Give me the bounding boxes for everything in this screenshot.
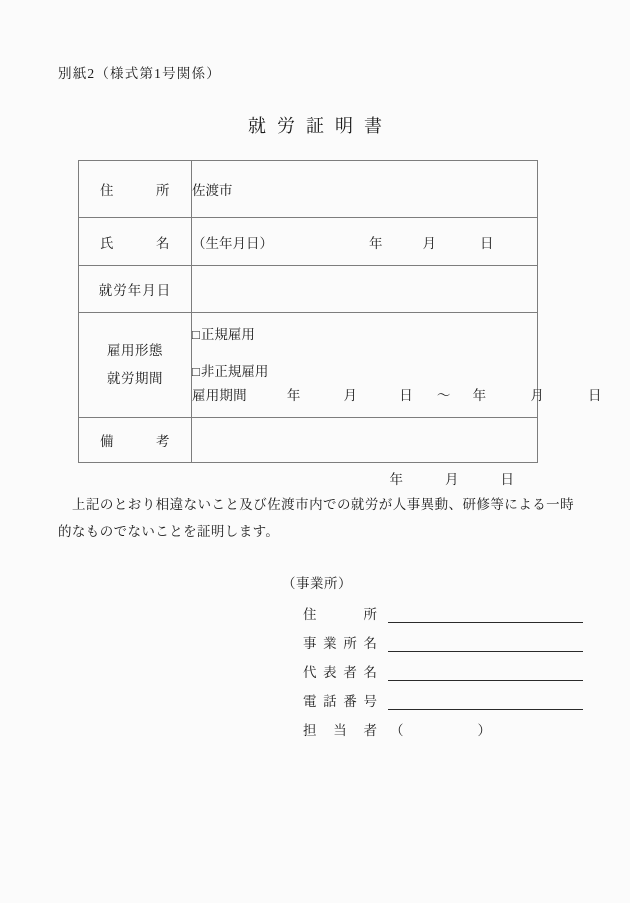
row-value-employment-start-date[interactable]: [192, 266, 538, 313]
row-label-employment-type: [79, 313, 192, 418]
birth-date-month: 月: [422, 235, 436, 251]
birth-date-day: 日: [480, 235, 494, 251]
issue-date-month: 月: [445, 472, 459, 487]
employment-period-end-day: 日: [588, 387, 602, 403]
signature-field-contact-person: [282, 719, 583, 739]
table-row-name: [79, 218, 538, 266]
certification-statement: 上記のとおり相違ないこと及び佐渡市内での就労が人事異動、研修等による一時的なものでないことを証明します。: [58, 497, 574, 539]
employment-period-start-month: 月: [343, 387, 358, 403]
birth-date-line: [192, 236, 494, 251]
signature-label-address: 住 所: [303, 607, 377, 622]
signature-input-contact-person[interactable]: [390, 719, 491, 739]
row-label-remarks: [79, 418, 192, 463]
checkbox-nonregular-employment-label: 非正規雇用: [200, 364, 269, 380]
checkbox-regular-employment[interactable]: [192, 328, 537, 342]
signature-input-address[interactable]: [388, 607, 583, 623]
row-label-name: [79, 218, 192, 266]
employment-period-start-day: 日: [399, 387, 413, 403]
row-value-remarks[interactable]: [192, 418, 538, 463]
issue-date-year: 年: [389, 472, 403, 487]
employment-period-start-year: 年: [286, 387, 301, 403]
row-label-address: [79, 161, 192, 218]
row-label-address-text: 住 所: [100, 183, 170, 198]
checkbox-regular-employment-label: 正規雇用: [200, 326, 255, 342]
signature-heading: （事業所）: [282, 576, 352, 591]
signature-label-phone: 電話番号: [303, 694, 377, 709]
signature-input-phone[interactable]: [388, 694, 583, 710]
birth-date-label: （生年月日）: [192, 235, 273, 251]
table-row-address: [79, 161, 538, 218]
signature-field-office-name: [282, 632, 583, 652]
row-label-employment-type-line1: 雇用形態: [107, 343, 163, 359]
paren-open: （: [390, 723, 404, 738]
row-value-name[interactable]: [192, 218, 538, 266]
birth-date-year: 年: [369, 235, 383, 251]
employment-period-end-month: 月: [530, 387, 545, 403]
signature-label-representative: 代表者名: [303, 665, 377, 680]
issue-date-line: [0, 468, 538, 488]
issue-date-day: 日: [500, 472, 514, 487]
employment-certificate-table: [78, 160, 602, 463]
paren-close: ）: [477, 723, 491, 738]
table-row-employment-type: [79, 313, 538, 418]
employment-period-label: 雇用期間: [192, 387, 247, 403]
table-row-employment-start-date: [79, 266, 538, 313]
employment-period-separator: 〜: [436, 387, 451, 403]
row-label-employment-start-date: 就労年月日: [79, 266, 192, 313]
signature-block: [282, 572, 583, 748]
signature-input-representative[interactable]: [388, 665, 583, 681]
checkbox-nonregular-employment[interactable]: [192, 365, 537, 379]
row-label-remarks-text: 備 考: [100, 434, 170, 449]
signature-label-contact-person: 担 当 者: [303, 723, 377, 738]
row-value-address[interactable]: 佐渡市: [192, 161, 538, 218]
employment-period-end-year: 年: [472, 387, 487, 403]
checkbox-unchecked-icon: □: [192, 326, 200, 342]
signature-input-office-name[interactable]: [388, 636, 583, 652]
signature-field-phone: [282, 690, 583, 710]
row-label-employment-type-line2: 就労期間: [107, 371, 163, 386]
table-row-remarks: [79, 418, 538, 463]
checkbox-unchecked-icon: □: [192, 364, 200, 380]
employment-period-line[interactable]: [192, 387, 602, 403]
signature-field-representative: [282, 661, 583, 681]
document-header-note: 別紙2（様式第1号関係）: [58, 66, 221, 81]
signature-label-office-name: 事業所名: [303, 636, 377, 651]
row-value-employment-type: [192, 313, 602, 418]
row-label-name-text: 氏 名: [100, 235, 170, 251]
document-title: 就労証明書: [248, 116, 393, 136]
signature-field-address: [282, 603, 583, 623]
